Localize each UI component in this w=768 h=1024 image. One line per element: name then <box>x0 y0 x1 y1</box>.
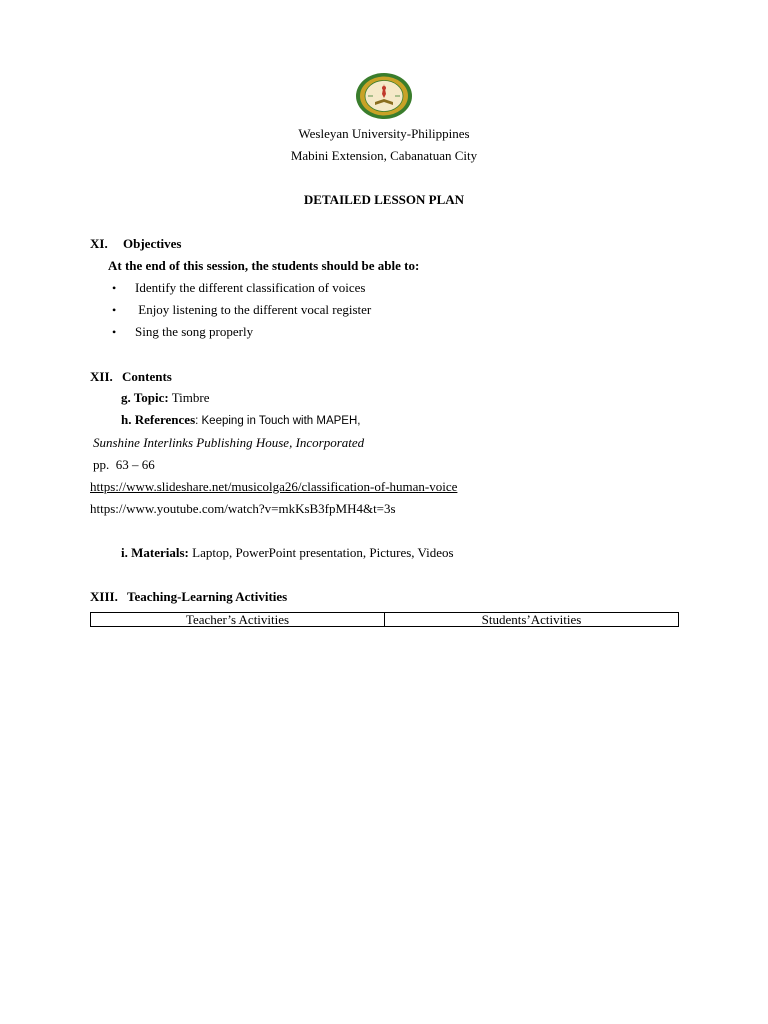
materials-line <box>121 545 454 561</box>
references-label: h. References <box>121 412 196 427</box>
objectives-heading-number: XI. <box>90 236 108 251</box>
objective-item: Enjoy listening to the different vocal register <box>135 302 372 317</box>
objectives-intro: At the end of this session, the students should be able to: <box>108 258 420 273</box>
objective-item: Identify the different classification of voices <box>135 280 366 295</box>
reference-link-youtube[interactable]: https://www.youtube.com/watch?v=mkKsB3fpMH4&t=3s <box>90 501 396 516</box>
topic-line <box>121 390 210 406</box>
students-activities-header: Students’Activities <box>385 613 679 627</box>
materials-label: i. Materials: <box>121 545 189 560</box>
objective-item: Sing the song properly <box>135 324 254 339</box>
bullet-icon: • <box>112 325 117 339</box>
table-header-row <box>91 613 679 627</box>
bullet-icon: • <box>112 303 117 317</box>
teacher-activities-header: Teacher’s Activities <box>91 613 385 627</box>
publisher: Sunshine Interlinks Publishing House, Incorporated <box>93 435 365 450</box>
topic-label: g. Topic: <box>121 390 169 405</box>
activities-heading-number: XIII. <box>90 589 118 604</box>
university-address: Mabini Extension, Cabanatuan City <box>290 148 478 163</box>
pages: pp. 63 – 66 <box>93 457 155 472</box>
contents-heading: Contents <box>122 369 172 384</box>
topic-value: Timbre <box>171 390 210 405</box>
activities-heading: Teaching-Learning Activities <box>127 589 288 604</box>
document-title: DETAILED LESSON PLAN <box>303 192 465 207</box>
reference-link-slideshare[interactable]: https://www.slideshare.net/musicolga26/classification-of-human-voice <box>90 479 458 494</box>
objectives-heading: Objectives <box>123 236 182 251</box>
university-name: Wesleyan University-Philippines <box>298 126 470 141</box>
references-value: : Keeping in Touch with MAPEH, <box>195 415 361 427</box>
activities-table <box>90 612 679 627</box>
references-line <box>121 412 360 428</box>
contents-heading-number: XII. <box>90 369 113 384</box>
materials-value: Laptop, PowerPoint presentation, Pictures, Videos <box>192 545 454 560</box>
bullet-icon: • <box>112 281 117 295</box>
university-seal-logo <box>355 72 413 120</box>
